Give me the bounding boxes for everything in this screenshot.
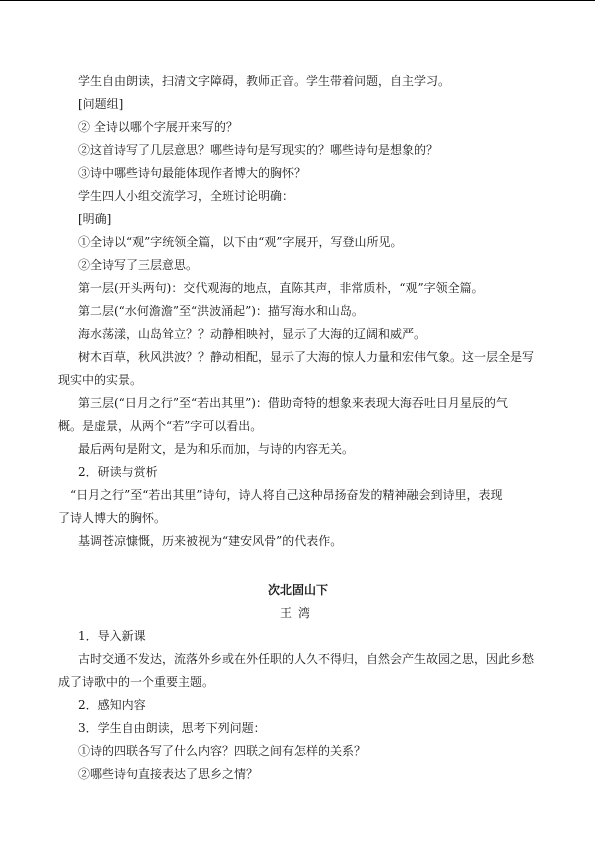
paragraph-self-reading: 学生自由朗读，扫清文字障碍，教师正音。学生带着问题，自主学习。 [78,74,451,88]
answer-2: ②全诗写了三层意思。 [78,258,199,272]
layer-2-sea: 海水荡漾，山岛耸立？？动静相映衬，显示了大海的辽阔和威严。 [78,327,427,341]
document-body [58,70,535,786]
last-two-lines-note: 最后两句是附文，是为和乐而加，与诗的内容无关。 [78,442,355,456]
intro-paragraph [58,648,535,694]
reading-question-1: ①诗的四联各写了什么内容？四联之间有怎样的关系？ [78,744,367,758]
reading-task: 3．学生自由朗读，思考下列问题： [78,721,266,735]
layer-2-trees-line-1: 树木百草，秋风洪波？？静动相配，显示了大海的惊人力量和宏伟气象。这一层全是写 [78,350,535,364]
section-guanhai [58,70,535,553]
question-3: ③诗中哪些诗句最能体现作者博大的胸怀？ [78,166,307,180]
study-analysis-line-1: “日月之行”至“若出其里”诗句，诗人将自己这种昂扬奋发的精神融会到诗里，表现 [70,488,503,502]
paragraph-group-discussion: 学生四人小组交流学习，全班讨论明确： [78,189,295,203]
tone-summary: 基调苍凉慷慨，历来被视为“建安风骨”的代表作。 [78,534,343,548]
answer-1: ①全诗以“观”字统领全篇，以下由“观”字展开，写登山所见。 [78,235,403,249]
top-rule [0,0,595,1]
layer-2-trees [58,346,535,392]
question-1: ② 全诗以哪个字展开来写的？ [78,120,238,134]
question-group-label: [问题组] [78,97,124,111]
layer-1: 第一层(开头两句)：交代观海的地点，直陈其声，非常质朴，“观”字领全篇。 [78,281,484,295]
question-2: ②这首诗写了几层意思？哪些诗句是写现实的？哪些诗句是想象的？ [78,143,439,157]
intro-paragraph-line-1: 古时交通不发达，流落外乡或在外任职的人久不得归，自然会产生故园之思，因此乡愁 [78,652,535,666]
study-analysis-line-2: 了诗人博大的胸怀。 [58,511,167,525]
perceive-heading: 2．感知内容 [78,698,146,712]
layer-3-line-2: 概。是虚景，从两个“若”字可以看出。 [58,419,263,433]
study-analysis [58,484,518,530]
clarify-label: [明确] [78,212,112,226]
intro-paragraph-line-2: 成了诗歌中的一个重要主题。 [58,675,215,689]
study-heading: 2．研读与赏析 [78,465,158,479]
poem-author: 王湾 [279,606,316,620]
layer-2-trees-line-2: 现实中的实景。 [58,373,143,387]
layer-3-line-1: 第三层(“日月之行”至“若出其里”)：借助奇特的想象来表现大海吞吐日月星辰的气 [78,396,508,410]
layer-2: 第二层(“水何澹澹”至“洪波涌起”)：描写海水和山岛。 [78,304,364,318]
layer-3 [58,392,518,438]
poem-title: 次北固山下 [267,583,328,597]
reading-question-2: ②哪些诗句直接表达了思乡之情？ [78,767,259,781]
section-beigushan [58,579,535,786]
intro-heading: 1．导入新课 [78,629,146,643]
